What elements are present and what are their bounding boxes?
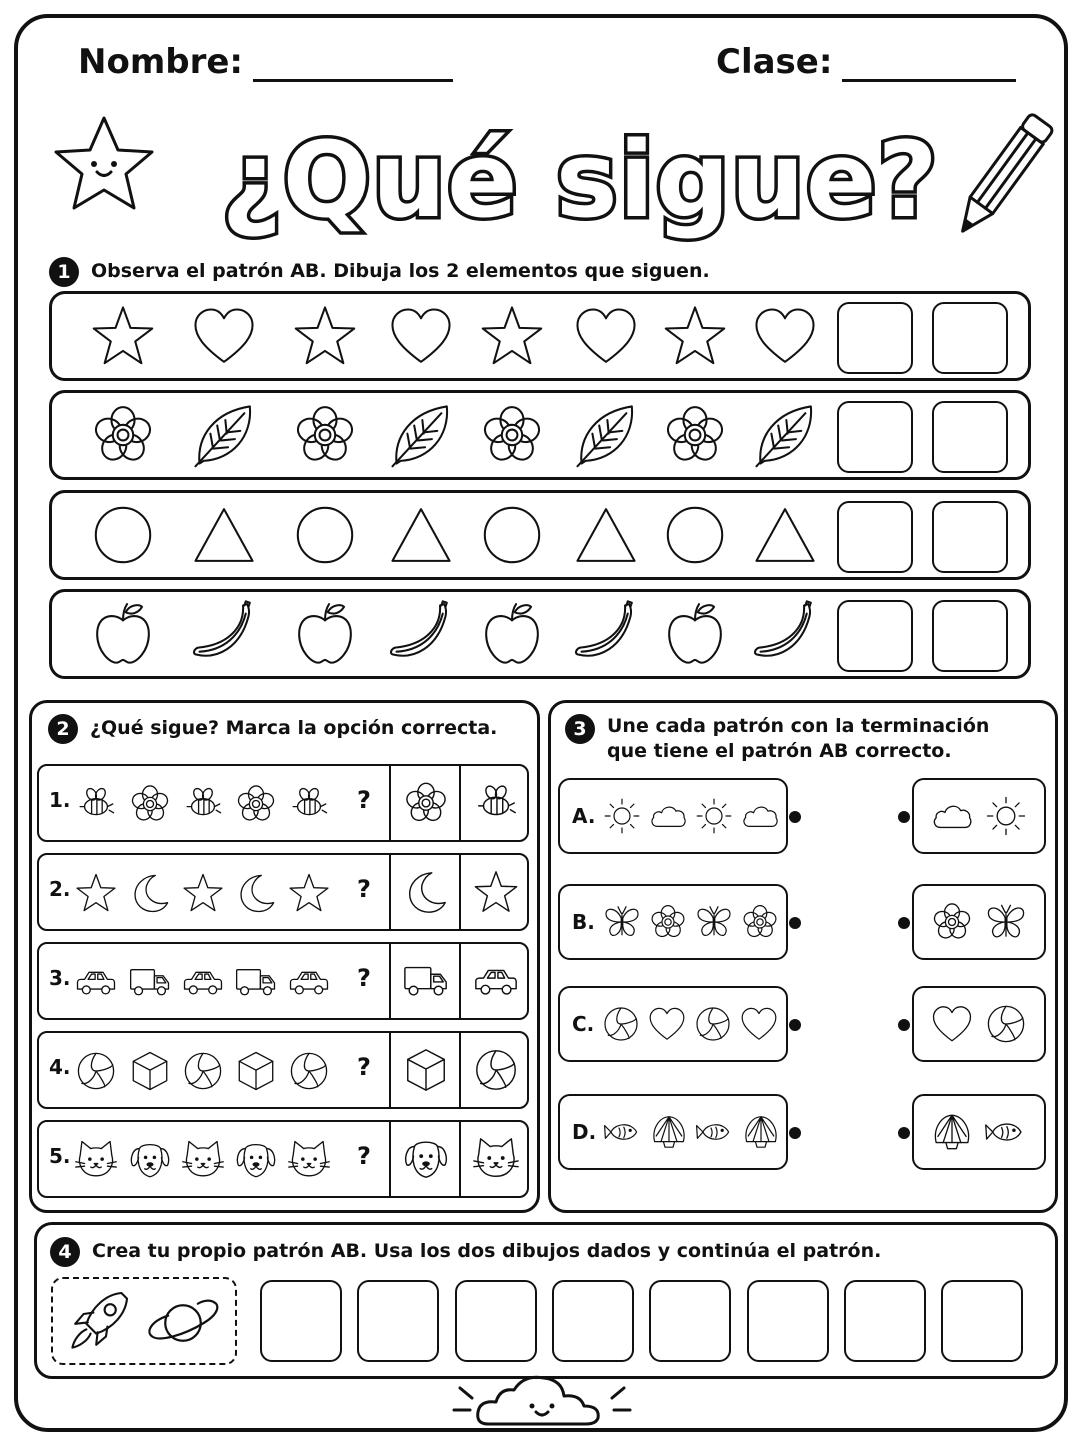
pencil-icon — [950, 104, 1054, 250]
star-icon — [291, 302, 359, 370]
sequence-item — [181, 960, 225, 1004]
pattern-cell — [381, 393, 461, 477]
shell-icon — [741, 1112, 781, 1152]
cloud-icon — [648, 796, 688, 836]
match-label: D. — [572, 1120, 597, 1144]
match-dot-left[interactable] — [789, 917, 801, 929]
flower-icon — [930, 900, 974, 944]
pattern-cell — [83, 592, 163, 676]
dog-icon — [402, 1135, 450, 1183]
match-item — [739, 1004, 779, 1044]
shell-icon — [649, 1112, 689, 1152]
banana-icon — [572, 600, 640, 668]
question-row — [37, 1120, 529, 1198]
given-item — [64, 1286, 134, 1360]
match-item — [694, 902, 734, 942]
truck-icon — [128, 960, 172, 1004]
worksheet-title — [200, 104, 960, 254]
banana-icon — [190, 600, 258, 668]
match-item — [647, 1004, 687, 1044]
sequence-item — [287, 1138, 331, 1182]
question-label: 2. — [49, 877, 71, 901]
given-item — [146, 1286, 220, 1364]
heart-icon — [190, 302, 258, 370]
sequence-item — [234, 1049, 278, 1093]
bee-icon — [181, 782, 225, 826]
heart-icon — [387, 302, 455, 370]
apple-icon — [478, 600, 546, 668]
pattern-cell — [285, 294, 365, 378]
match-item — [694, 796, 734, 836]
pattern-cell — [472, 294, 552, 378]
ball-icon — [984, 1002, 1028, 1046]
sequence-item — [287, 782, 331, 826]
answer-option[interactable] — [389, 944, 460, 1018]
question-label: 5. — [49, 1144, 71, 1168]
flower-icon — [648, 902, 688, 942]
cat-icon — [472, 1135, 520, 1183]
match-left-box — [558, 884, 788, 960]
shell-icon — [930, 1110, 974, 1154]
truck-icon — [402, 957, 450, 1005]
butterfly-icon — [694, 902, 734, 942]
answer-option[interactable] — [459, 1122, 530, 1196]
pattern-cell — [566, 493, 646, 577]
name-field[interactable] — [78, 42, 453, 82]
ball-icon — [181, 1049, 225, 1093]
match-dot-right[interactable] — [898, 1127, 910, 1139]
match-item — [930, 1002, 974, 1046]
flower-icon — [291, 401, 359, 469]
title-text: ¿Qué sigue? — [221, 119, 939, 241]
flower-icon — [89, 401, 157, 469]
question-label: 3. — [49, 966, 71, 990]
sun-icon — [984, 794, 1028, 838]
sun-icon — [694, 796, 734, 836]
match-item — [984, 900, 1028, 944]
sequence-item — [234, 1138, 278, 1182]
match-item — [930, 794, 974, 838]
sequence-item — [74, 782, 118, 826]
cube-icon — [402, 1046, 450, 1094]
sequence-item — [234, 871, 278, 915]
triangle-icon — [572, 501, 640, 569]
sequence-item — [128, 782, 172, 826]
sequence-item — [181, 1138, 225, 1182]
answer-box[interactable] — [932, 401, 1008, 473]
cloud-mascot-icon — [448, 1366, 638, 1432]
pattern-row — [49, 589, 1031, 679]
match-right-box — [912, 884, 1046, 960]
flower-icon — [740, 902, 780, 942]
apple-icon — [291, 600, 359, 668]
apple-icon — [89, 600, 157, 668]
ball-icon — [601, 1004, 641, 1044]
star-icon — [74, 871, 118, 915]
star-icon — [89, 302, 157, 370]
sequence-item — [74, 960, 118, 1004]
pattern-cell — [745, 393, 825, 477]
sequence-item — [128, 1049, 172, 1093]
pattern-cell — [655, 592, 735, 676]
pattern-row — [49, 490, 1031, 580]
circle-icon — [89, 501, 157, 569]
cat-icon — [181, 1138, 225, 1182]
match-item — [984, 1002, 1028, 1046]
pattern-row — [49, 291, 1031, 381]
pattern-cell — [184, 493, 264, 577]
heart-icon — [572, 302, 640, 370]
pattern-cell — [83, 294, 163, 378]
create-pattern-box[interactable] — [649, 1280, 731, 1362]
match-item — [930, 1110, 974, 1154]
sequence-item — [181, 871, 225, 915]
instruction-text: Crea tu propio patrón AB. Usa los dos dibujos dados y continúa el patrón. — [92, 1240, 882, 1262]
car-icon — [181, 960, 225, 1004]
pattern-cell — [285, 592, 365, 676]
match-label: C. — [572, 1012, 595, 1036]
pattern-row — [49, 390, 1031, 480]
instruction-line-2: que tiene el patrón AB correcto. — [607, 740, 952, 762]
flower-icon — [478, 401, 546, 469]
match-item — [602, 796, 642, 836]
pattern-cell — [745, 493, 825, 577]
answer-option[interactable] — [459, 855, 530, 929]
butterfly-icon — [602, 902, 642, 942]
match-item — [740, 902, 780, 942]
sequence-item — [287, 960, 331, 1004]
heart-icon — [739, 1004, 779, 1044]
fish-icon — [603, 1112, 643, 1152]
star-icon — [181, 871, 225, 915]
create-pattern-box[interactable] — [357, 1280, 439, 1362]
question-label: 4. — [49, 1055, 71, 1079]
pattern-cell — [472, 393, 552, 477]
sequence-item — [128, 871, 172, 915]
question-mark: ? — [357, 1053, 371, 1081]
star-icon — [287, 871, 331, 915]
match-dot-left[interactable] — [789, 1127, 801, 1139]
question-mark: ? — [357, 786, 371, 814]
create-pattern-box[interactable] — [455, 1280, 537, 1362]
pattern-cell — [381, 294, 461, 378]
flower-icon — [402, 779, 450, 827]
pattern-cell — [285, 493, 365, 577]
planet-icon — [146, 1286, 220, 1360]
triangle-icon — [751, 501, 819, 569]
match-item — [984, 1110, 1028, 1154]
pattern-cell — [83, 493, 163, 577]
match-item — [984, 794, 1028, 838]
match-dot-right[interactable] — [898, 917, 910, 929]
cat-icon — [74, 1138, 118, 1182]
heart-icon — [930, 1002, 974, 1046]
pattern-cell — [655, 393, 735, 477]
answer-option[interactable] — [389, 1122, 460, 1196]
match-label: B. — [572, 910, 595, 934]
instruction-line-1: Une cada patrón con la terminación — [607, 715, 990, 737]
cat-icon — [287, 1138, 331, 1182]
sequence-item — [128, 960, 172, 1004]
match-item — [740, 796, 780, 836]
pattern-cell — [566, 294, 646, 378]
answer-box[interactable] — [932, 600, 1008, 672]
circle-icon — [291, 501, 359, 569]
answer-box[interactable] — [837, 302, 913, 374]
match-item — [693, 1004, 733, 1044]
pattern-cell — [655, 294, 735, 378]
heart-icon — [647, 1004, 687, 1044]
class-label: Clase: — [716, 42, 833, 82]
circle-icon — [661, 501, 729, 569]
car-icon — [74, 960, 118, 1004]
match-item — [930, 900, 974, 944]
fish-icon — [984, 1110, 1028, 1154]
answer-box[interactable] — [837, 401, 913, 473]
pattern-cell — [566, 592, 646, 676]
dog-icon — [234, 1138, 278, 1182]
moon-icon — [128, 871, 172, 915]
flower-icon — [661, 401, 729, 469]
pattern-cell — [381, 592, 461, 676]
pattern-cell — [285, 393, 365, 477]
leaf-icon — [190, 401, 258, 469]
fish-icon — [695, 1112, 735, 1152]
pattern-cell — [655, 493, 735, 577]
instruction-text-block — [607, 714, 989, 764]
create-pattern-box[interactable] — [844, 1280, 926, 1362]
match-dot-right[interactable] — [898, 811, 910, 823]
answer-option[interactable] — [459, 1033, 530, 1107]
answer-option[interactable] — [389, 1033, 460, 1107]
cloud-icon — [740, 796, 780, 836]
apple-icon — [661, 600, 729, 668]
question-mark: ? — [357, 875, 371, 903]
match-right-box — [912, 986, 1046, 1062]
car-icon — [287, 960, 331, 1004]
answer-box[interactable] — [932, 302, 1008, 374]
answer-box[interactable] — [932, 501, 1008, 573]
match-dot-left[interactable] — [789, 1019, 801, 1031]
star-icon — [478, 302, 546, 370]
sequence-item — [74, 871, 118, 915]
pattern-cell — [381, 493, 461, 577]
triangle-icon — [190, 501, 258, 569]
star-icon — [472, 868, 520, 916]
pattern-cell — [184, 294, 264, 378]
question-row — [37, 942, 529, 1020]
section4-instruction — [50, 1237, 881, 1267]
sun-icon — [602, 796, 642, 836]
match-item — [601, 1004, 641, 1044]
dog-icon — [128, 1138, 172, 1182]
class-line[interactable] — [842, 51, 1016, 82]
answer-box[interactable] — [837, 501, 913, 573]
section-number: 1 — [49, 257, 79, 287]
bee-icon — [287, 782, 331, 826]
ball-icon — [472, 1046, 520, 1094]
question-row — [37, 764, 529, 842]
section2-instruction — [48, 714, 497, 744]
sequence-item — [181, 782, 225, 826]
answer-option[interactable] — [389, 855, 460, 929]
match-label: A. — [572, 804, 596, 828]
cube-icon — [128, 1049, 172, 1093]
create-pattern-box[interactable] — [552, 1280, 634, 1362]
flower-icon — [234, 782, 278, 826]
section1-instruction — [49, 257, 710, 287]
match-right-box — [912, 1094, 1046, 1170]
section-number: 2 — [48, 714, 78, 744]
match-left-box — [558, 1094, 788, 1170]
create-pattern-box[interactable] — [941, 1280, 1023, 1362]
match-dot-left[interactable] — [789, 811, 801, 823]
pattern-cell — [472, 493, 552, 577]
cloud-icon — [930, 794, 974, 838]
pattern-cell — [472, 592, 552, 676]
match-item — [648, 796, 688, 836]
answer-option[interactable] — [459, 766, 530, 840]
section-number: 4 — [50, 1237, 80, 1267]
match-left-box — [558, 778, 788, 854]
sequence-item — [74, 1049, 118, 1093]
match-item — [603, 1112, 643, 1152]
pattern-cell — [83, 393, 163, 477]
match-dot-right[interactable] — [898, 1019, 910, 1031]
match-item — [649, 1112, 689, 1152]
match-left-box — [558, 986, 788, 1062]
flower-icon — [128, 782, 172, 826]
class-field[interactable] — [716, 42, 1016, 82]
pattern-cell — [184, 393, 264, 477]
answer-option[interactable] — [459, 944, 530, 1018]
leaf-icon — [751, 401, 819, 469]
sequence-item — [287, 871, 331, 915]
leaf-icon — [572, 401, 640, 469]
star-mascot-icon — [48, 112, 160, 216]
pattern-cell — [566, 393, 646, 477]
question-row — [37, 853, 529, 931]
question-label: 1. — [49, 788, 71, 812]
heart-icon — [751, 302, 819, 370]
question-mark: ? — [357, 1142, 371, 1170]
ball-icon — [74, 1049, 118, 1093]
banana-icon — [387, 600, 455, 668]
match-item — [741, 1112, 781, 1152]
sequence-item — [128, 1138, 172, 1182]
match-item — [648, 902, 688, 942]
moon-icon — [402, 868, 450, 916]
triangle-icon — [387, 501, 455, 569]
name-label: Nombre: — [78, 42, 244, 82]
pattern-cell — [184, 592, 264, 676]
name-line[interactable] — [253, 51, 453, 82]
create-pattern-box[interactable] — [260, 1280, 342, 1362]
question-mark: ? — [357, 964, 371, 992]
match-item — [695, 1112, 735, 1152]
star-icon — [661, 302, 729, 370]
leaf-icon — [387, 401, 455, 469]
instruction-text: Observa el patrón AB. Dibuja los 2 elementos que siguen. — [91, 260, 710, 282]
cube-icon — [234, 1049, 278, 1093]
sequence-item — [181, 1049, 225, 1093]
question-row — [37, 1031, 529, 1109]
bee-icon — [74, 782, 118, 826]
butterfly-icon — [984, 900, 1028, 944]
sequence-item — [234, 960, 278, 1004]
answer-box[interactable] — [837, 600, 913, 672]
pattern-cell — [745, 294, 825, 378]
banana-icon — [751, 600, 819, 668]
car-icon — [472, 957, 520, 1005]
bee-icon — [472, 779, 520, 827]
sequence-item — [287, 1049, 331, 1093]
sequence-item — [74, 1138, 118, 1182]
answer-option[interactable] — [389, 766, 460, 840]
section3-instruction — [565, 714, 989, 764]
ball-icon — [287, 1049, 331, 1093]
truck-icon — [234, 960, 278, 1004]
rocket-icon — [64, 1286, 134, 1356]
instruction-text: ¿Qué sigue? Marca la opción correcta. — [90, 717, 498, 739]
sequence-item — [234, 782, 278, 826]
pattern-cell — [745, 592, 825, 676]
circle-icon — [478, 501, 546, 569]
create-pattern-box[interactable] — [747, 1280, 829, 1362]
match-item — [602, 902, 642, 942]
ball-icon — [693, 1004, 733, 1044]
moon-icon — [234, 871, 278, 915]
section-number: 3 — [565, 714, 595, 744]
match-right-box — [912, 778, 1046, 854]
